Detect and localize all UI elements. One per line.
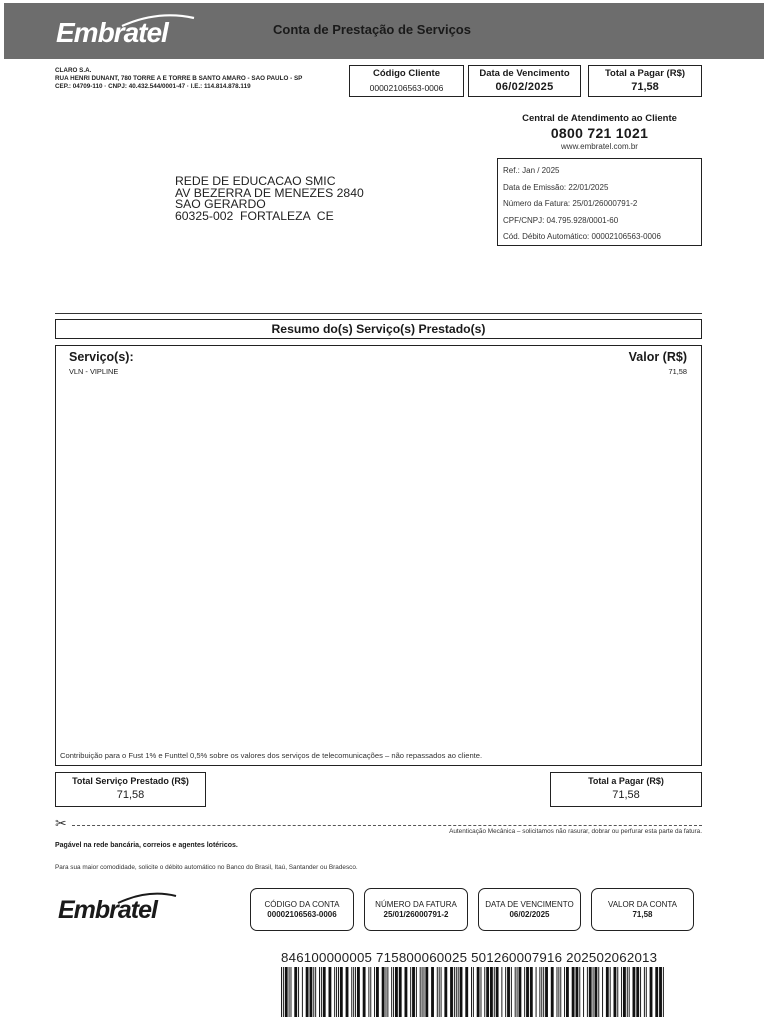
codigo-cliente-box [349,65,464,97]
auth-note: Autenticação Mecânica – solicitamos não rasurar, dobrar ou perfurar esta parte da fatura. [449,828,702,835]
pill-label: VALOR DA CONTA [607,900,678,909]
address-line: AV BEZERRA DE MENEZES 2840 [175,185,364,200]
total-servico-label: Total Serviço Prestado (R$) [72,776,189,786]
cut-line [72,825,702,826]
total-pagar-value: 71,58 [631,81,659,93]
resumo-title: Resumo do(s) Serviço(s) Prestado(s) [55,319,702,339]
service-item-name: VLN - VIPLINE [69,367,119,376]
service-item-value: 71,58 [668,367,687,376]
embratel-logo-bottom: Embratel [58,896,157,924]
page-title: Conta de Prestação de Serviços [273,22,471,37]
company-name: CLARO S.A. [55,67,92,74]
total-pagar-bottom-box [550,772,702,807]
total-pagar-label: Total a Pagar (R$) [604,68,686,79]
embratel-logo: Embratel [56,17,168,48]
comodidade-note: Para sua maior comodidade, solicite o débito automático no Banco do Brasil, Itaú, Santander ou Bradesco. [55,864,358,871]
pill-value: 06/02/2025 [509,910,550,919]
codigo-cliente-value: 00002106563-0006 [369,83,444,93]
ref-period: Ref.: Jan / 2025 [503,166,560,175]
pagavel-note: Pagável na rede bancária, correios e agentes lotéricos. [55,842,238,849]
divider [55,313,702,314]
barcode-digits: 846100000005 715800060025 501260007916 202502062013 [281,950,658,965]
central-title: Central de Atendimento ao Cliente [522,113,677,124]
ref-cpf: CPF/CNPJ: 04.795.928/0001-60 [503,215,619,225]
pill-data-vencimento [478,888,581,931]
pill-value: 71,58 [632,910,653,919]
services-box [55,345,702,766]
fust-note: Contribuição para o Fust 1% e Funttel 0,5% sobre os valores dos serviços de telecomunicações – não repassados ao cliente. [60,751,483,760]
central-url: www.embratel.com.br [561,142,638,151]
reference-box [497,158,702,246]
company-ids: CEP.: 04709-110 · CNPJ: 40.432.544/0001-47 · I.E.: 114.814.878.119 [55,83,251,90]
pill-codigo-conta [250,888,354,931]
pill-value: 00002106563-0006 [267,910,337,919]
total-pagar-box [588,65,702,97]
pill-label: NÚMERO DA FATURA [375,900,457,909]
total-servico-value: 71,58 [116,789,145,801]
pill-label: DATA DE VENCIMENTO [485,900,574,909]
pill-value: 25/01/26000791-2 [383,910,449,919]
vencimento-label: Data de Vencimento [479,68,570,79]
logo-swoosh-bottom-icon [116,891,178,905]
address-line: 60325-002 FORTALEZA CE [175,208,334,223]
value-header: Valor (R$) [628,350,687,364]
total-servico-box [55,772,206,807]
pill-valor-conta [591,888,694,931]
pill-label: CÓDIGO DA CONTA [264,900,340,909]
codigo-cliente-label: Código Cliente [372,68,441,79]
scissors-icon: ✂ [55,815,67,831]
ref-fatura: Número da Fatura: 25/01/26000791-2 [503,199,638,209]
logo-swoosh-icon [120,12,196,28]
services-header: Serviço(s): [69,350,134,364]
company-address: RUA HENRI DUNANT, 780 TORRE A E TORRE B SANTO AMARO - SAO PAULO - SP [55,75,303,82]
central-atendimento [498,113,701,151]
barcode-icon [281,967,665,1017]
ref-debito: Cód. Débito Automático: 00002106563-0006 [503,232,661,242]
address-line: REDE DE EDUCACAO SMIC [175,174,336,188]
address-line: SAO GERARDO [175,197,266,212]
recipient-address [175,176,364,222]
ref-emissao: Data de Emissão: 22/01/2025 [503,182,609,192]
total-pagar-bottom-value: 71,58 [612,789,640,801]
total-pagar-bottom-label: Total a Pagar (R$) [588,776,664,786]
company-info [55,67,302,91]
central-phone: 0800 721 1021 [550,125,649,141]
pill-numero-fatura [364,888,468,931]
vencimento-box [468,65,581,97]
vencimento-value: 06/02/2025 [495,81,554,93]
